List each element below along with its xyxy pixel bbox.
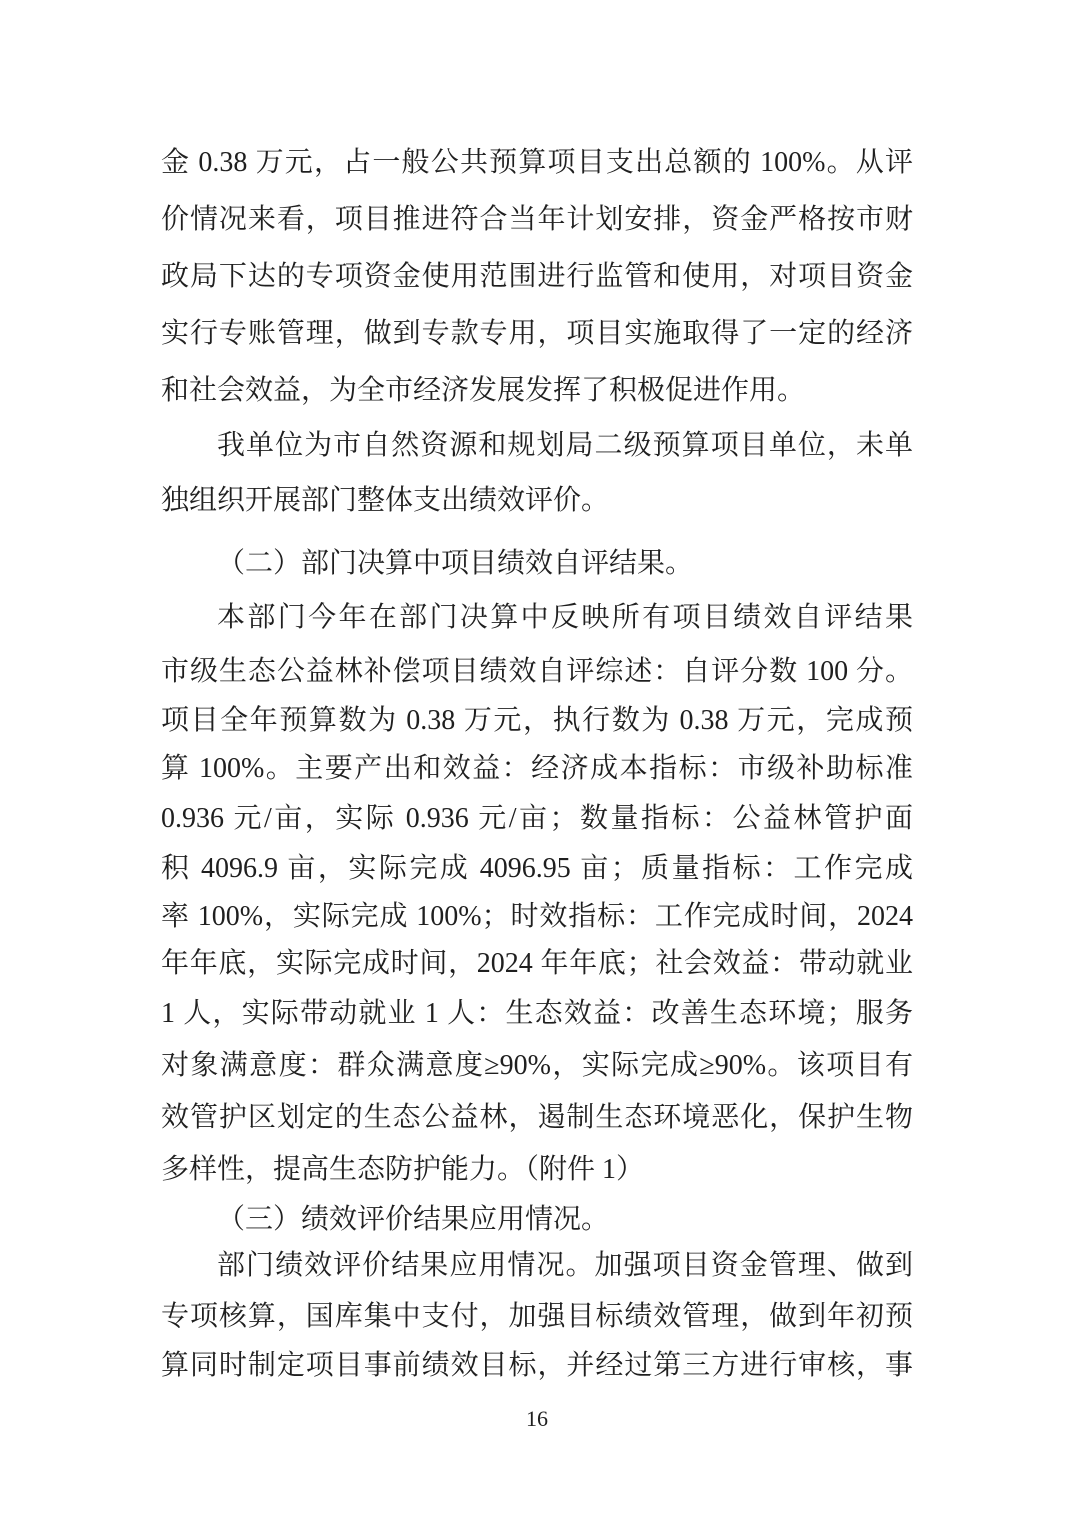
text-line: 0.936 元/亩，实际 0.936 元/亩；数量指标：公益林管护面 — [161, 803, 913, 834]
text-line: 金 0.38 万元，占一般公共预算项目支出总额的 100%。从评 — [161, 147, 913, 178]
text-line: 独组织开展部门整体支出绩效评价。 — [161, 485, 610, 516]
text-line: 年年底，实际完成时间，2024 年年底；社会效益：带动就业 — [161, 948, 913, 979]
text-line: 算同时制定项目事前绩效目标，并经过第三方进行审核，事 — [161, 1350, 913, 1381]
page-number: 16 — [526, 1406, 548, 1431]
text-line: 多样性，提高生态防护能力。（附件 1） — [161, 1154, 645, 1185]
text-line: 我单位为市自然资源和规划局二级预算项目单位，未单 — [217, 430, 913, 461]
text-line: 积 4096.9 亩，实际完成 4096.95 亩；质量指标：工作完成 — [161, 853, 913, 884]
text-line: 1 人，实际带动就业 1 人：生态效益：改善生态环境；服务 — [161, 998, 913, 1029]
text-line: 市级生态公益林补偿项目绩效自评综述：自评分数 100 分。 — [161, 656, 913, 687]
text-line: 政局下达的专项资金使用范围进行监管和使用，对项目资金 — [161, 261, 913, 292]
text-line: 算 100%。主要产出和效益：经济成本指标：市级补助标准 — [161, 753, 913, 784]
text-line: 本部门今年在部门决算中反映所有项目绩效自评结果 — [217, 602, 913, 633]
text-line: 部门绩效评价结果应用情况。加强项目资金管理、做到 — [217, 1250, 913, 1281]
text-line: 专项核算，国库集中支付，加强目标绩效管理，做到年初预 — [161, 1301, 913, 1332]
section-heading: （二）部门决算中项目绩效自评结果。 — [217, 548, 694, 579]
section-heading: （三）绩效评价结果应用情况。 — [217, 1204, 610, 1235]
text-line: 和社会效益，为全市经济发展发挥了积极促进作用。 — [161, 375, 806, 406]
text-line: 项目全年预算数为 0.38 万元，执行数为 0.38 万元，完成预 — [161, 705, 913, 736]
text-line: 率 100%，实际完成 100%；时效指标：工作完成时间，2024 — [161, 901, 913, 932]
text-line: 效管护区划定的生态公益林，遏制生态环境恶化，保护生物 — [161, 1102, 913, 1133]
text-line: 对象满意度：群众满意度≥90%，实际完成≥90%。该项目有 — [161, 1050, 913, 1081]
text-line: 实行专账管理，做到专款专用，项目实施取得了一定的经济 — [161, 318, 913, 349]
text-line: 价情况来看，项目推进符合当年计划安排，资金严格按市财 — [161, 204, 913, 235]
